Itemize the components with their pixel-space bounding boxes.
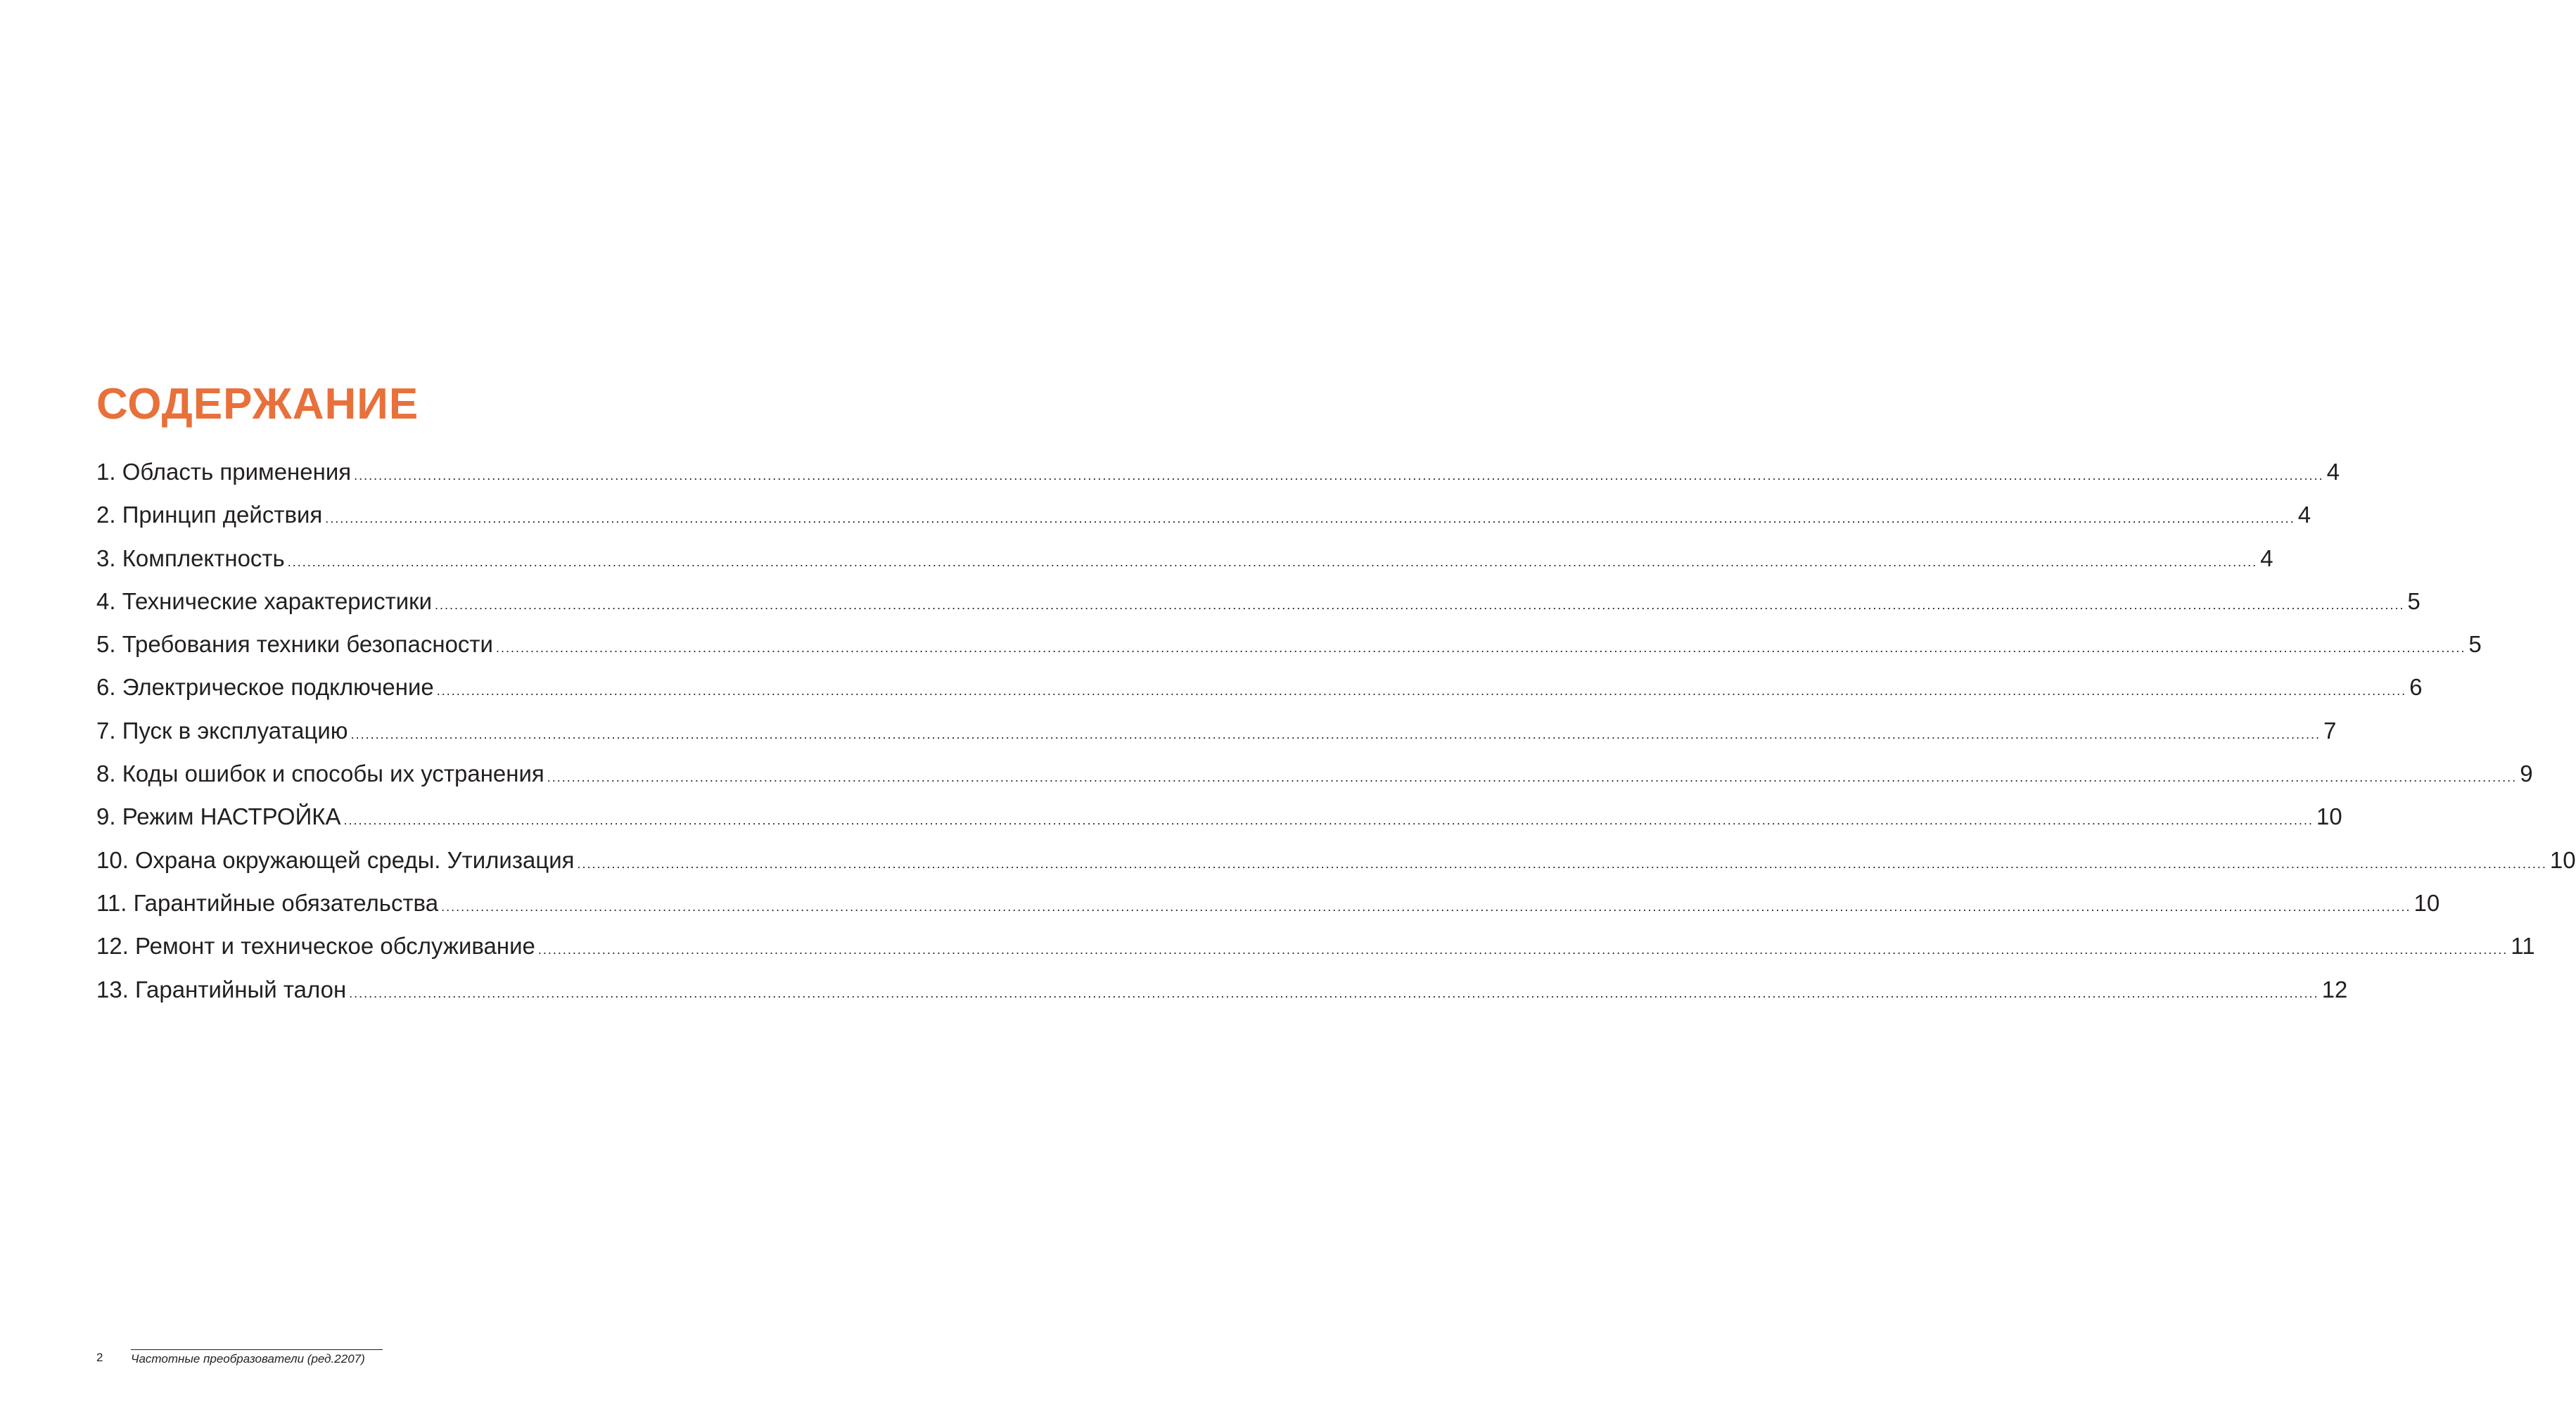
toc-item[interactable]	[96, 623, 2482, 666]
toc-dot-leader: ................................................................................................................................................................................................................................................................................................................................................................................................................	[436, 684, 2407, 699]
toc-item[interactable]	[96, 881, 2440, 924]
toc-dot-leader: ................................................................................................................................................................................................................................................................................................................................................................................................................	[435, 597, 2405, 612]
toc-item-page: 4	[2297, 502, 2312, 528]
table-of-contents	[96, 450, 2576, 1011]
toc-item-page: 4	[2326, 459, 2340, 485]
toc-item[interactable]	[96, 450, 2340, 493]
toc-dot-leader: ................................................................................................................................................................................................................................................................................................................................................................................................................	[537, 943, 2508, 957]
toc-item[interactable]	[96, 839, 2576, 881]
toc-item-label: 9. Режим НАСТРОЙКА	[96, 803, 341, 830]
toc-item[interactable]	[96, 795, 2342, 838]
toc-dot-leader: ................................................................................................................................................................................................................................................................................................................................................................................................................	[350, 727, 2321, 741]
toc-item-label: 11. Гарантийные обязательства	[96, 889, 439, 916]
toc-item[interactable]	[96, 580, 2421, 623]
toc-item-page: 10	[2316, 803, 2342, 830]
toc-item-page: 5	[2468, 631, 2482, 658]
toc-item[interactable]	[96, 709, 2337, 752]
toc-dot-leader: ................................................................................................................................................................................................................................................................................................................................................................................................................	[325, 511, 2295, 526]
toc-item-page: 11	[2511, 933, 2535, 960]
toc-dot-leader: ................................................................................................................................................................................................................................................................................................................................................................................................................	[349, 986, 2319, 1000]
toc-item-page: 5	[2407, 587, 2421, 614]
toc-dot-leader: ................................................................................................................................................................................................................................................................................................................................................................................................................	[495, 641, 2466, 656]
toc-item-label: 7. Пуск в эксплуатацию	[96, 717, 348, 744]
toc-dot-leader: ................................................................................................................................................................................................................................................................................................................................................................................................................	[547, 770, 2518, 785]
toc-dot-leader: ................................................................................................................................................................................................................................................................................................................................................................................................................	[577, 856, 2547, 871]
toc-item[interactable]	[96, 493, 2312, 536]
toc-item-label: 8. Коды ошибок и способы их устранения	[96, 760, 544, 787]
toc-item-label: 1. Область применения	[96, 459, 352, 485]
toc-dot-leader: ................................................................................................................................................................................................................................................................................................................................................................................................................	[441, 899, 2411, 914]
toc-item[interactable]	[96, 537, 2274, 580]
toc-item-page: 7	[2323, 717, 2337, 744]
toc-dot-leader: ................................................................................................................................................................................................................................................................................................................................................................................................................	[343, 813, 2314, 828]
toc-item-page: 10	[2414, 889, 2440, 916]
footer-document-title: Частотные преобразователи (ред.2207)	[131, 1352, 365, 1365]
toc-item[interactable]	[96, 924, 2535, 967]
page-title: СОДЕРЖАНИЕ	[96, 380, 419, 428]
toc-item-page: 9	[2520, 760, 2533, 787]
toc-dot-leader: ................................................................................................................................................................................................................................................................................................................................................................................................................	[354, 469, 2324, 483]
toc-item-label: 10. Охрана окружающей среды. Утилизация	[96, 846, 575, 873]
toc-item-page: 6	[2409, 674, 2423, 701]
toc-item-label: 3. Комплектность	[96, 545, 285, 571]
toc-dot-leader: ................................................................................................................................................................................................................................................................................................................................................................................................................	[287, 554, 2258, 569]
toc-item-page: 4	[2260, 545, 2274, 571]
toc-item-label: 6. Электрическое подключение	[96, 674, 434, 701]
toc-item-page: 12	[2321, 976, 2348, 1002]
toc-item-label: 2. Принцип действия	[96, 502, 323, 528]
toc-item-label: 4. Технические характеристики	[96, 587, 433, 614]
footer-divider	[131, 1349, 383, 1350]
footer-page-number: 2	[96, 1351, 103, 1364]
toc-item[interactable]	[96, 752, 2533, 795]
toc-item[interactable]	[96, 968, 2348, 1011]
toc-item-label: 12. Ремонт и техническое обслуживание	[96, 933, 535, 960]
toc-item[interactable]	[96, 666, 2423, 708]
toc-item-label: 5. Требования техники безопасности	[96, 631, 493, 658]
toc-item-label: 13. Гарантийный талон	[96, 976, 347, 1002]
toc-item-page: 10	[2549, 846, 2576, 873]
